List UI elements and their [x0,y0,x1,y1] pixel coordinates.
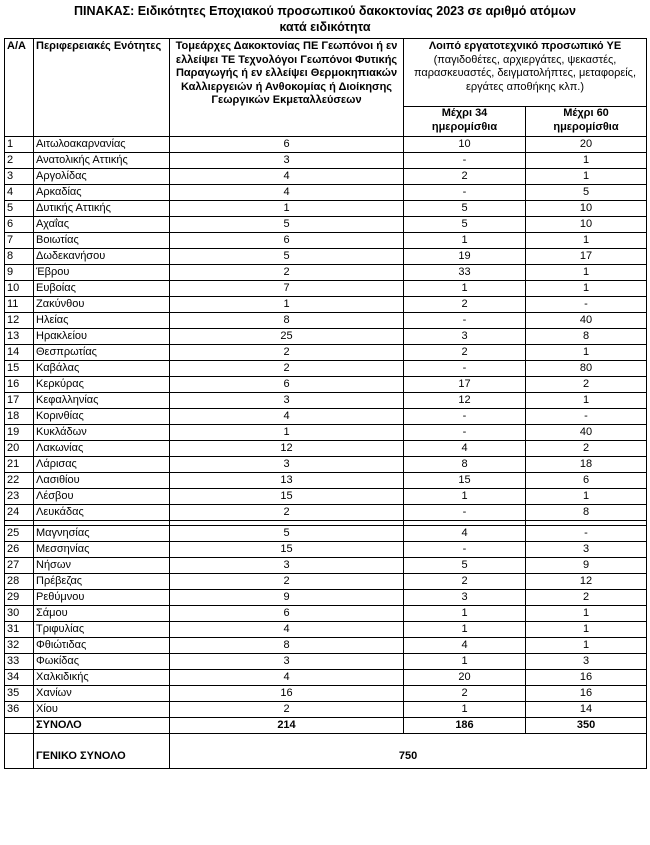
row-number: 34 [5,670,34,686]
table-body [5,137,647,769]
regional-unit: Λασιθίου [34,473,170,489]
up-to-34-count: 12 [404,393,526,409]
table-row [5,670,647,686]
regional-unit: Ζακύνθου [34,297,170,313]
row-number: 20 [5,441,34,457]
up-to-34-count: - [404,153,526,169]
regional-unit: Σάμου [34,606,170,622]
up-to-34-count: 4 [404,441,526,457]
row-number: 7 [5,233,34,249]
up-to-34-count: 1 [404,233,526,249]
regional-unit: Λευκάδας [34,505,170,521]
regional-unit: Ευβοίας [34,281,170,297]
up-to-60-count: 1 [526,638,647,654]
foremen-count: 4 [170,622,404,638]
table-row [5,329,647,345]
up-to-34-count: 19 [404,249,526,265]
table-row [5,489,647,505]
row-number: 24 [5,505,34,521]
table-row [5,393,647,409]
foremen-count: 1 [170,201,404,217]
header-up-to-60: Μέχρι 60 ημερομίσθια [526,107,647,137]
foremen-count: 2 [170,361,404,377]
row-number: 3 [5,169,34,185]
table-title [0,3,650,35]
regional-unit: Ηλείας [34,313,170,329]
regional-unit: Ρεθύμνου [34,590,170,606]
regional-unit: Λακωνίας [34,441,170,457]
table-row [5,409,647,425]
foremen-count: 3 [170,393,404,409]
title-line-2: κατά ειδικότητα [279,20,371,34]
grand-empty-cell [5,734,34,769]
total-label: ΣΥΝΟΛΟ [34,718,170,734]
up-to-60-count: 1 [526,345,647,361]
up-to-60-count: 2 [526,441,647,457]
header-unit: Περιφερειακές Ενότητες [34,39,170,137]
foremen-count: 25 [170,329,404,345]
row-number: 14 [5,345,34,361]
up-to-34-count: 5 [404,201,526,217]
row-number: 16 [5,377,34,393]
up-to-34-count: - [404,361,526,377]
row-number: 23 [5,489,34,505]
row-number: 19 [5,425,34,441]
regional-unit: Θεσπρωτίας [34,345,170,361]
row-number: 26 [5,542,34,558]
row-number: 5 [5,201,34,217]
table-row [5,590,647,606]
foremen-count: 8 [170,638,404,654]
up-to-60-count: 1 [526,169,647,185]
up-to-34-count: 17 [404,377,526,393]
up-to-60-count: 17 [526,249,647,265]
regional-unit: Μαγνησίας [34,526,170,542]
foremen-count: 7 [170,281,404,297]
staff-table [4,38,647,769]
table-row [5,169,647,185]
foremen-count: 4 [170,670,404,686]
up-to-60-count: 40 [526,313,647,329]
table-row [5,574,647,590]
foremen-count: 15 [170,542,404,558]
row-number: 35 [5,686,34,702]
up-to-34-count: 5 [404,217,526,233]
up-to-60-count: 3 [526,654,647,670]
header-other-staff [404,39,647,107]
up-to-34-count: 2 [404,169,526,185]
regional-unit: Χαλκιδικής [34,670,170,686]
up-to-60-count: 1 [526,622,647,638]
table-row [5,217,647,233]
row-number: 36 [5,702,34,718]
up-to-34-count: - [404,425,526,441]
row-number: 30 [5,606,34,622]
table-row [5,249,647,265]
up-to-60-count: 9 [526,558,647,574]
foremen-count: 16 [170,686,404,702]
up-to-34-count: 2 [404,345,526,361]
row-number: 33 [5,654,34,670]
regional-unit: Χίου [34,702,170,718]
regional-unit: Νήσων [34,558,170,574]
row-number: 15 [5,361,34,377]
regional-unit: Λάρισας [34,457,170,473]
foremen-count: 3 [170,457,404,473]
foremen-count: 2 [170,505,404,521]
row-number: 6 [5,217,34,233]
up-to-34-count: 4 [404,638,526,654]
regional-unit: Πρέβεζας [34,574,170,590]
title-line-1: ΠΙΝΑΚΑΣ: Ειδικότητες Εποχιακού προσωπικού δακοκτονίας 2023 σε αριθμό ατόμων [74,4,576,18]
up-to-34-count: 4 [404,526,526,542]
foremen-count: 5 [170,526,404,542]
up-to-60-count: - [526,409,647,425]
regional-unit: Βοιωτίας [34,233,170,249]
table-row [5,686,647,702]
table-row [5,622,647,638]
up-to-34-count: - [404,542,526,558]
foremen-count: 2 [170,265,404,281]
regional-unit: Δυτικής Αττικής [34,201,170,217]
row-number: 1 [5,137,34,153]
up-to-60-count: 1 [526,489,647,505]
up-to-60-count: - [526,526,647,542]
regional-unit: Αιτωλοακαρνανίας [34,137,170,153]
row-number: 25 [5,526,34,542]
up-to-60-count: 18 [526,457,647,473]
foremen-count: 3 [170,654,404,670]
regional-unit: Χανίων [34,686,170,702]
row-number: 22 [5,473,34,489]
table-row [5,505,647,521]
row-number: 21 [5,457,34,473]
header-other-title: Λοιπό εργατοτεχνικό προσωπικό ΥΕ [428,40,622,52]
up-to-60-count: 1 [526,606,647,622]
up-to-60-count: 40 [526,425,647,441]
row-number: 9 [5,265,34,281]
up-to-34-count: 1 [404,606,526,622]
table-row [5,137,647,153]
table-row [5,638,647,654]
up-to-34-count: 1 [404,622,526,638]
table-row [5,542,647,558]
row-number: 32 [5,638,34,654]
up-to-34-count: 33 [404,265,526,281]
table-row [5,313,647,329]
up-to-34-count: - [404,313,526,329]
up-to-34-count: - [404,185,526,201]
grand-total-value: 750 [170,734,647,769]
up-to-34-count: 2 [404,686,526,702]
header-foremen: Τομεάρχες Δακοκτονίας ΠΕ Γεωπόνοι ή εν ελλείψει ΤΕ Τεχνολόγοι Γεωπόνοι Φυτικής Παραγωγής ή εν ελλείψει Θερμοκηπιακών Καλλιεργειών ή Ανθοκομίας ή Διοίκησης Γεωργικών Εκμεταλλεύσεων [170,39,404,137]
foremen-count: 12 [170,441,404,457]
total-row [5,718,647,734]
foremen-count: 9 [170,590,404,606]
up-to-60-count: 1 [526,281,647,297]
total-empty-cell [5,718,34,734]
total-up-to-34: 186 [404,718,526,734]
up-to-34-count: 1 [404,702,526,718]
row-number: 27 [5,558,34,574]
header-up-to-34: Μέχρι 34 ημερομίσθια [404,107,526,137]
table-row [5,702,647,718]
regional-unit: Αργολίδας [34,169,170,185]
row-number: 4 [5,185,34,201]
regional-unit: Κορινθίας [34,409,170,425]
up-to-34-count: 10 [404,137,526,153]
up-to-34-count: 2 [404,574,526,590]
table-row [5,457,647,473]
regional-unit: Έβρου [34,265,170,281]
up-to-60-count: 1 [526,265,647,281]
foremen-count: 6 [170,606,404,622]
up-to-34-count: 5 [404,558,526,574]
foremen-count: 1 [170,425,404,441]
table-row [5,526,647,542]
up-to-60-count: 12 [526,574,647,590]
table-row [5,425,647,441]
foremen-count: 4 [170,409,404,425]
row-number: 17 [5,393,34,409]
total-foremen: 214 [170,718,404,734]
table-row [5,281,647,297]
table-row [5,377,647,393]
regional-unit: Αρκαδίας [34,185,170,201]
row-number: 11 [5,297,34,313]
regional-unit: Ανατολικής Αττικής [34,153,170,169]
header-other-desc: (παγιδοθέτες, αρχιεργάτες, ψεκαστές, παρασκευαστές, δειγματολήπτες, μεταφορείς, εργάτες αποθήκης κλπ.) [413,53,637,93]
up-to-60-count: 16 [526,670,647,686]
total-up-to-60: 350 [526,718,647,734]
up-to-60-count: 20 [526,137,647,153]
up-to-60-count: 10 [526,217,647,233]
up-to-60-count: 14 [526,702,647,718]
regional-unit: Δωδεκανήσου [34,249,170,265]
foremen-count: 5 [170,249,404,265]
regional-unit: Αχαΐας [34,217,170,233]
up-to-60-count: 1 [526,393,647,409]
row-number: 12 [5,313,34,329]
regional-unit: Τριφυλίας [34,622,170,638]
up-to-60-count: 2 [526,590,647,606]
foremen-count: 4 [170,185,404,201]
up-to-34-count: - [404,409,526,425]
foremen-count: 2 [170,574,404,590]
table-row [5,265,647,281]
table-row [5,361,647,377]
up-to-34-count: 3 [404,590,526,606]
row-number: 8 [5,249,34,265]
row-number: 28 [5,574,34,590]
up-to-60-count: 6 [526,473,647,489]
table-row [5,654,647,670]
up-to-60-count: 8 [526,329,647,345]
foremen-count: 13 [170,473,404,489]
row-number: 13 [5,329,34,345]
table-row [5,441,647,457]
table-row [5,233,647,249]
foremen-count: 1 [170,297,404,313]
up-to-60-count: 1 [526,153,647,169]
row-number: 31 [5,622,34,638]
up-to-60-count: - [526,297,647,313]
foremen-count: 6 [170,377,404,393]
grand-total-row [5,734,647,769]
foremen-count: 2 [170,702,404,718]
table-row [5,345,647,361]
foremen-count: 3 [170,153,404,169]
up-to-34-count: 1 [404,489,526,505]
up-to-60-count: 8 [526,505,647,521]
row-number: 2 [5,153,34,169]
regional-unit: Φωκίδας [34,654,170,670]
foremen-count: 6 [170,233,404,249]
header-aa: Α/Α [5,39,34,137]
up-to-34-count: 3 [404,329,526,345]
up-to-60-count: 2 [526,377,647,393]
foremen-count: 5 [170,217,404,233]
up-to-60-count: 1 [526,233,647,249]
up-to-60-count: 16 [526,686,647,702]
foremen-count: 15 [170,489,404,505]
regional-unit: Κυκλάδων [34,425,170,441]
up-to-60-count: 80 [526,361,647,377]
row-number: 29 [5,590,34,606]
regional-unit: Λέσβου [34,489,170,505]
foremen-count: 3 [170,558,404,574]
up-to-60-count: 5 [526,185,647,201]
table-row [5,153,647,169]
row-number: 10 [5,281,34,297]
up-to-34-count: 1 [404,654,526,670]
up-to-34-count: 1 [404,281,526,297]
foremen-count: 8 [170,313,404,329]
up-to-34-count: 20 [404,670,526,686]
table-row [5,606,647,622]
up-to-34-count: 8 [404,457,526,473]
up-to-34-count: 2 [404,297,526,313]
up-to-34-count: 15 [404,473,526,489]
regional-unit: Κερκύρας [34,377,170,393]
up-to-34-count: - [404,505,526,521]
up-to-60-count: 3 [526,542,647,558]
table-row [5,185,647,201]
table-row [5,558,647,574]
regional-unit: Ηρακλείου [34,329,170,345]
row-number: 18 [5,409,34,425]
foremen-count: 4 [170,169,404,185]
table-row [5,297,647,313]
regional-unit: Καβάλας [34,361,170,377]
grand-total-label: ΓΕΝΙΚΟ ΣΥΝΟΛΟ [34,734,170,769]
regional-unit: Κεφαλληνίας [34,393,170,409]
table-row [5,473,647,489]
regional-unit: Μεσσηνίας [34,542,170,558]
table-row [5,201,647,217]
foremen-count: 6 [170,137,404,153]
regional-unit: Φθιώτιδας [34,638,170,654]
foremen-count: 2 [170,345,404,361]
up-to-60-count: 10 [526,201,647,217]
